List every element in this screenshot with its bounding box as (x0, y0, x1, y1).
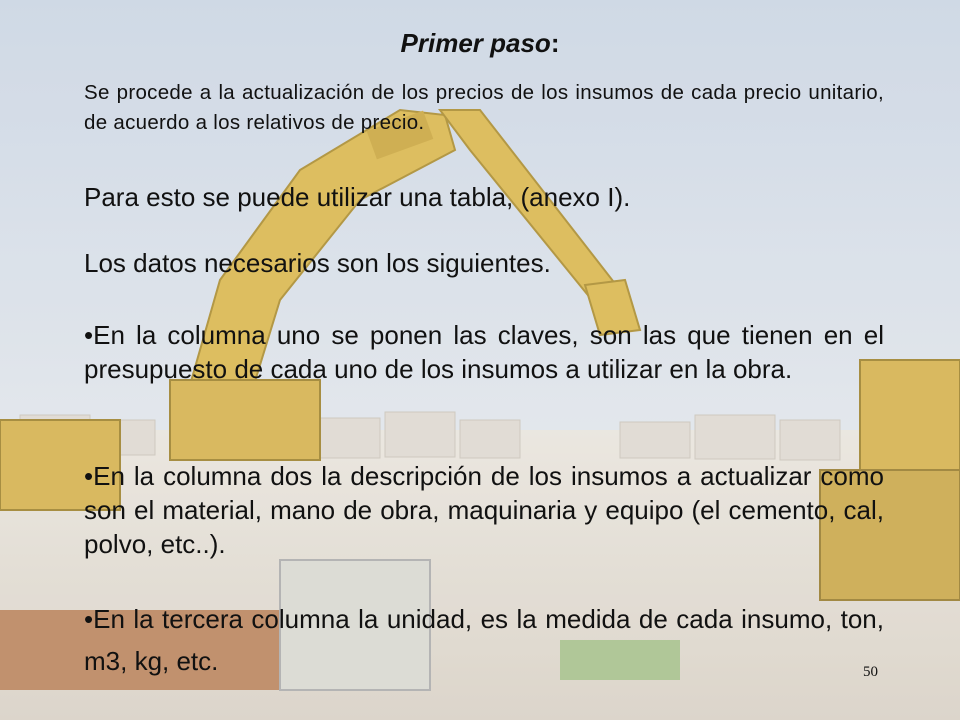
bullet-text: En la columna uno se ponen las claves, son las que tienen en el presupuesto de cada uno de los insumos a utilizar en la obra. (84, 320, 884, 384)
paragraph-required-data: Los datos necesarios son los siguientes. (84, 248, 551, 278)
bullet-text: En la tercera columna la unidad, es la medida de cada insumo, ton, m3, kg, etc. (84, 604, 884, 676)
paragraph-table-reference: Para esto se puede utilizar una tabla, (anexo I). (84, 182, 631, 212)
page-number: 50 (863, 664, 878, 680)
bullet-text: En la columna dos la descripción de los insumos a actualizar como son el material, mano de obra, maquinaria y equipo (el cemento, cal, polvo, etc..). (84, 461, 884, 559)
title-text: Primer paso (400, 28, 551, 58)
slide-title (0, 28, 960, 59)
bullet-marker: • (84, 320, 94, 350)
bullet-item (84, 598, 884, 682)
bullet-marker: • (84, 604, 94, 634)
title-colon: : (550, 28, 560, 58)
bullet-item (84, 459, 884, 561)
intro-paragraph: Se procede a la actualización de los precios de los insumos de cada precio unitario, de acuerdo a los relativos de precio. (84, 81, 884, 134)
bullet-item (84, 318, 884, 386)
bullet-marker: • (84, 461, 94, 491)
